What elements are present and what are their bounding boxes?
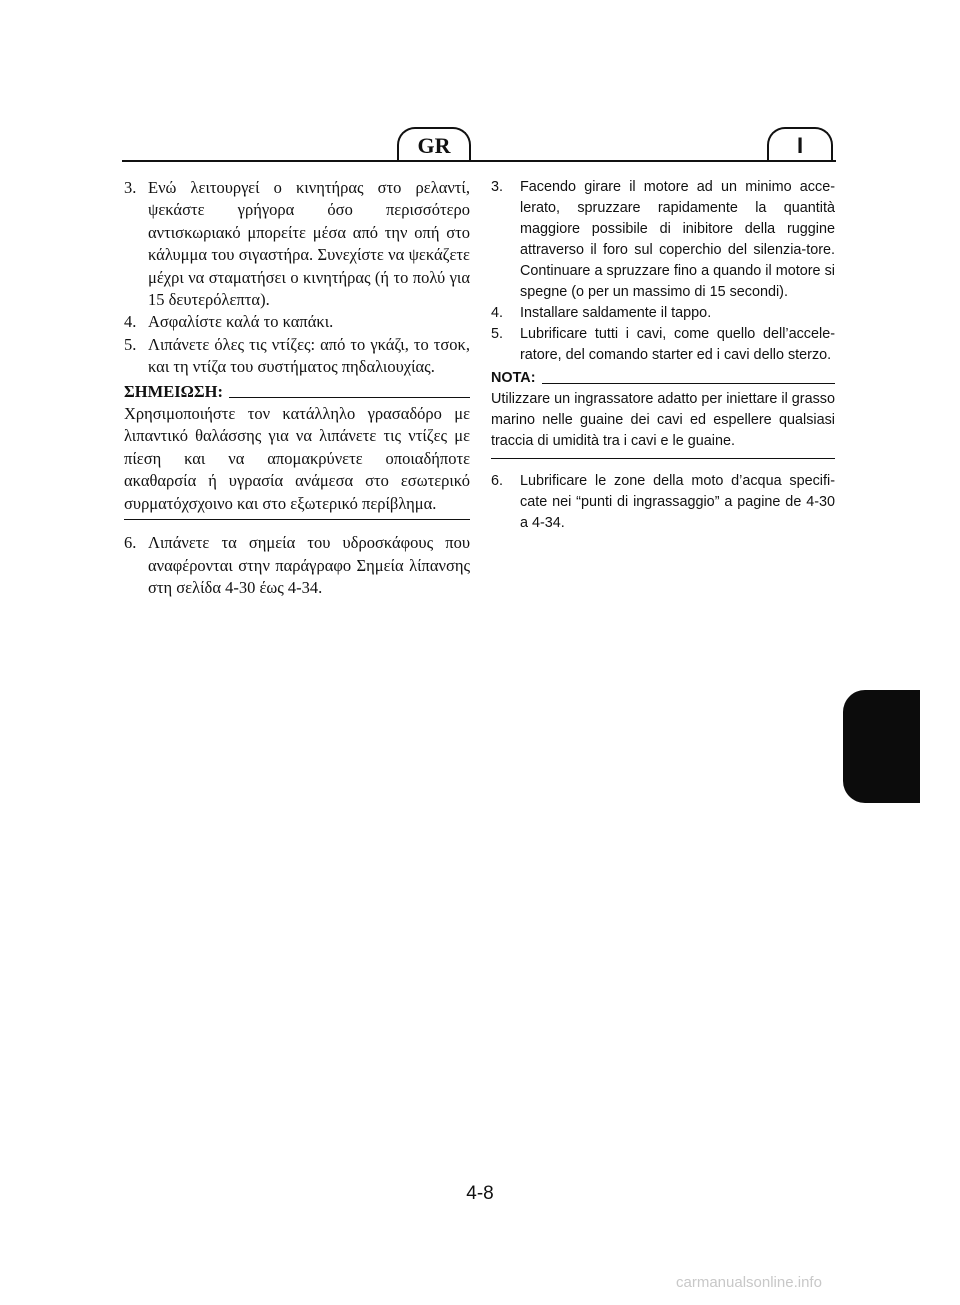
italian-column [491, 177, 835, 534]
language-tab-greek: GR [397, 127, 471, 161]
page-number: 4-8 [466, 1183, 494, 1204]
italian-note-heading-rule [542, 383, 836, 384]
greek-column [124, 177, 470, 599]
greek-step-6: 6. Λιπάνετε τα σημεία του υδροσκάφους που αναφέρονται στην παράγραφο Σημεία λίπανσης στη σελίδα 4-30 έως 4-34. [124, 533, 470, 597]
greek-note-heading: ΣΗΜΕΙΩΣΗ: [124, 381, 470, 403]
greek-note-text: Χρησιμοποιήστε τον κατάλληλο γρασαδόρο με λιπαντικό θαλάσσης για να λιπάνετε τις ντίζες με πίεση και να απομακρύνετε οποιαδήποτε ακαθαρσία ή υγρασία ανάμεσα στο εσωτερικό συρματόχσχοινο και στο εξωτερικό περίβλημα. [124, 404, 470, 513]
greek-step-5: 5. Λιπάνετε όλες τις ντίζες: από το γκάζι, το τσοκ, και τη ντίζα του συστήματος πηδαλιουχίας. [124, 334, 470, 377]
italian-step-3: 3. Facendo girare il motore ad un minimo acce-lerato, spruzzare rapidamente la quantità maggiore possibile di inibitore della ruggine attraverso il foro sul coperchio del silenzia-tore. Continuare a spruzzare fino a quando il motore si spegne (o per un massimo di 15 secondi). [491, 179, 835, 300]
chapter-thumb-tab [843, 690, 920, 803]
watermark: carmanualsonline.info [676, 1274, 822, 1291]
italian-note-heading: NOTA: [491, 368, 835, 389]
italian-note-end-rule [491, 458, 835, 459]
greek-step-3: 3. Ενώ λειτουργεί ο κινητήρας στο ρελαντί, ψεκάστε γρήγορα όσο περισσότερο αντισκωριακό μπορείτε μέσα από την οπή στο κάλυμμα του σιγαστήρα. Συνεχίστε να ψεκάζετε μέχρι να σταματήσει ο κινητήρας (ή το πολύ για 15 δευτερόλεπτα). [124, 178, 470, 310]
header-rule [122, 160, 836, 162]
italian-step-6: 6. Lubrificare le zone della moto d’acqua specifi-cate nei “punti di ingrassaggio” a pagine de 4-30 a 4-34. [491, 473, 835, 531]
language-tab-italian: I [767, 127, 833, 161]
italian-note-text: Utilizzare un ingrassatore adatto per iniettare il grasso marino nelle guaine dei cavi ed espellere qualsiasi traccia di umidità tra i cavi e le guaine. [491, 391, 835, 449]
greek-note-heading-rule [229, 397, 470, 398]
greek-note-end-rule [124, 519, 470, 520]
italian-step-4: 4. Installare saldamente il tappo. [491, 305, 712, 321]
greek-step-4: 4. Ασφαλίστε καλά το καπάκι. [124, 312, 334, 332]
italian-step-5: 5. Lubrificare tutti i cavi, come quello dell’accele-ratore, del comando starter ed i cavi dello sterzo. [491, 326, 835, 363]
